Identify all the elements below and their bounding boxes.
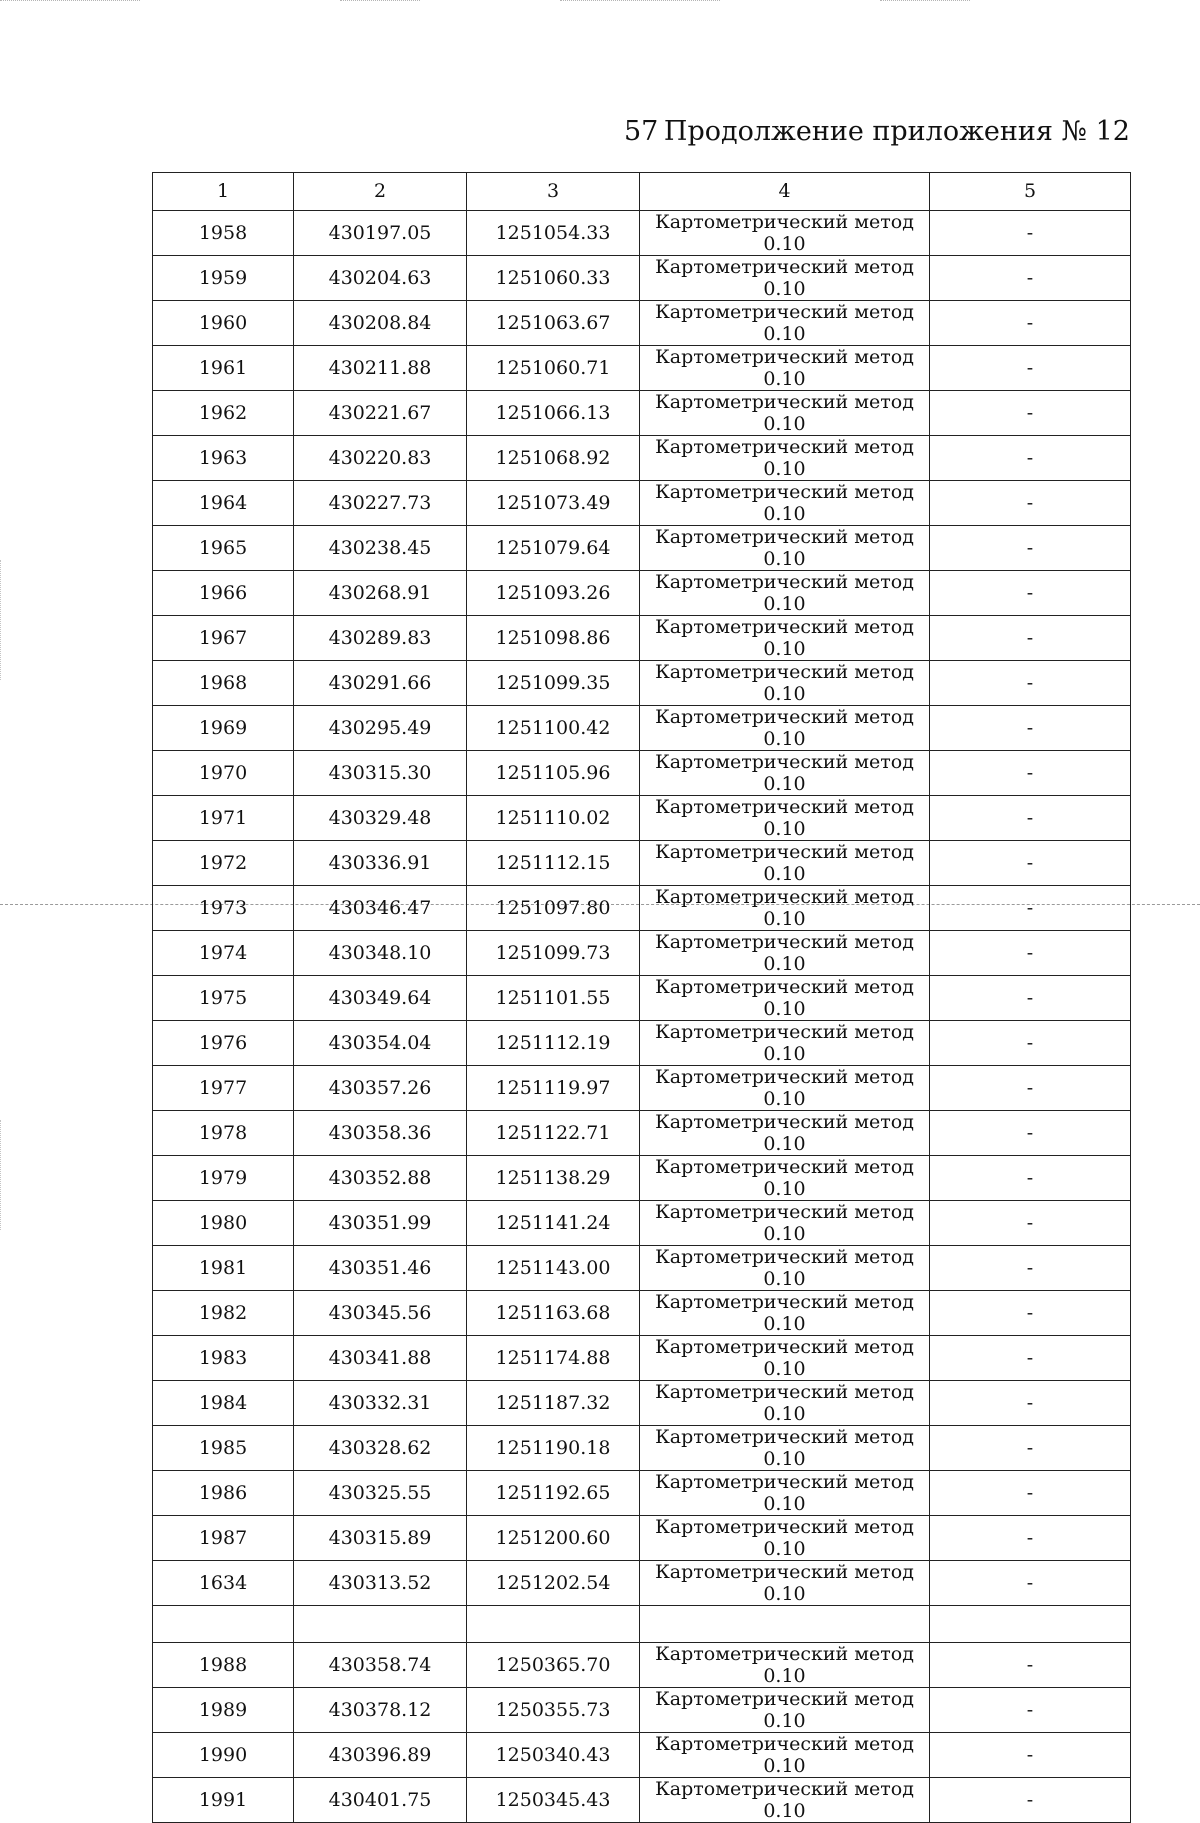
note-cell: - (930, 525, 1131, 570)
point-number-cell: 1984 (153, 1380, 294, 1425)
table-row (153, 1380, 1131, 1425)
note-cell: - (930, 1733, 1131, 1778)
y-coordinate-cell: 1251099.35 (467, 660, 640, 705)
y-coordinate-cell: 1251079.64 (467, 525, 640, 570)
y-coordinate-cell: 1251122.71 (467, 1110, 640, 1155)
note-cell: - (930, 1688, 1131, 1733)
note-cell: - (930, 840, 1131, 885)
page-number: 57 (624, 116, 659, 147)
y-coordinate-cell: 1251174.88 (467, 1335, 640, 1380)
table-row (153, 1643, 1131, 1688)
point-number-cell: 1990 (153, 1733, 294, 1778)
y-coordinate-cell: 1251187.32 (467, 1380, 640, 1425)
note-cell: - (930, 480, 1131, 525)
y-coordinate-cell: 1251141.24 (467, 1200, 640, 1245)
method-cell: Картометрический метод 0.10 (640, 705, 930, 750)
table-row (153, 750, 1131, 795)
point-number-cell: 1980 (153, 1200, 294, 1245)
method-cell: Картометрический метод 0.10 (640, 1643, 930, 1688)
note-cell: - (930, 975, 1131, 1020)
x-coordinate-cell: 430325.55 (294, 1470, 467, 1515)
y-coordinate-cell: 1251093.26 (467, 570, 640, 615)
method-cell: Картометрический метод 0.10 (640, 1245, 930, 1290)
point-number-cell: 1983 (153, 1335, 294, 1380)
note-cell: - (930, 255, 1131, 300)
note-cell: - (930, 795, 1131, 840)
point-number-cell: 1961 (153, 345, 294, 390)
table-row (153, 615, 1131, 660)
y-coordinate-cell: 1251202.54 (467, 1560, 640, 1605)
note-cell: - (930, 660, 1131, 705)
point-number-cell: 1981 (153, 1245, 294, 1290)
note-cell: - (930, 345, 1131, 390)
method-cell: Картометрический метод 0.10 (640, 1688, 930, 1733)
method-cell: Картометрический метод 0.10 (640, 1110, 930, 1155)
method-cell: Картометрический метод 0.10 (640, 210, 930, 255)
note-cell: - (930, 1643, 1131, 1688)
note-cell: - (930, 1065, 1131, 1110)
table-row (153, 660, 1131, 705)
point-number-cell: 1970 (153, 750, 294, 795)
note-cell (930, 1605, 1131, 1643)
column-header: 3 (467, 173, 640, 211)
point-number-cell: 1973 (153, 885, 294, 930)
point-number-cell: 1969 (153, 705, 294, 750)
x-coordinate-cell: 430349.64 (294, 975, 467, 1020)
note-cell: - (930, 1515, 1131, 1560)
method-cell: Картометрический метод 0.10 (640, 255, 930, 300)
y-coordinate-cell: 1251097.80 (467, 885, 640, 930)
y-coordinate-cell: 1251112.19 (467, 1020, 640, 1065)
point-number-cell: 1959 (153, 255, 294, 300)
x-coordinate-cell: 430345.56 (294, 1290, 467, 1335)
table-row (153, 705, 1131, 750)
y-coordinate-cell: 1251060.33 (467, 255, 640, 300)
method-cell: Картометрический метод 0.10 (640, 750, 930, 795)
method-cell: Картометрический метод 0.10 (640, 615, 930, 660)
x-coordinate-cell: 430351.46 (294, 1245, 467, 1290)
method-cell (640, 1605, 930, 1643)
x-coordinate-cell: 430396.89 (294, 1733, 467, 1778)
method-cell: Картометрический метод 0.10 (640, 975, 930, 1020)
note-cell: - (930, 1778, 1131, 1823)
method-cell: Картометрический метод 0.10 (640, 435, 930, 480)
point-number-cell: 1989 (153, 1688, 294, 1733)
x-coordinate-cell: 430289.83 (294, 615, 467, 660)
y-coordinate-cell: 1251119.97 (467, 1065, 640, 1110)
method-cell: Картометрический метод 0.10 (640, 300, 930, 345)
y-coordinate-cell: 1250340.43 (467, 1733, 640, 1778)
method-cell: Картометрический метод 0.10 (640, 840, 930, 885)
point-number-cell: 1634 (153, 1560, 294, 1605)
note-cell: - (930, 1425, 1131, 1470)
note-cell: - (930, 1020, 1131, 1065)
note-cell: - (930, 750, 1131, 795)
note-cell: - (930, 1155, 1131, 1200)
y-coordinate-cell: 1251200.60 (467, 1515, 640, 1560)
y-coordinate-cell: 1251190.18 (467, 1425, 640, 1470)
column-header: 5 (930, 173, 1131, 211)
method-cell: Картометрический метод 0.10 (640, 795, 930, 840)
y-coordinate-cell: 1251100.42 (467, 705, 640, 750)
point-number-cell: 1991 (153, 1778, 294, 1823)
point-number-cell: 1972 (153, 840, 294, 885)
table-row (153, 1065, 1131, 1110)
x-coordinate-cell: 430336.91 (294, 840, 467, 885)
method-cell: Картометрический метод 0.10 (640, 1290, 930, 1335)
x-coordinate-cell: 430328.62 (294, 1425, 467, 1470)
method-cell: Картометрический метод 0.10 (640, 885, 930, 930)
table-row (153, 570, 1131, 615)
column-header: 1 (153, 173, 294, 211)
note-cell: - (930, 1110, 1131, 1155)
method-cell: Картометрический метод 0.10 (640, 480, 930, 525)
table-row (153, 1335, 1131, 1380)
point-number-cell: 1975 (153, 975, 294, 1020)
method-cell: Картометрический метод 0.10 (640, 1065, 930, 1110)
column-header: 2 (294, 173, 467, 211)
x-coordinate-cell: 430220.83 (294, 435, 467, 480)
note-cell: - (930, 1380, 1131, 1425)
note-cell: - (930, 435, 1131, 480)
y-coordinate-cell: 1251099.73 (467, 930, 640, 975)
x-coordinate-cell: 430357.26 (294, 1065, 467, 1110)
table-row (153, 1778, 1131, 1823)
note-cell: - (930, 1290, 1131, 1335)
table-body (153, 210, 1131, 1823)
y-coordinate-cell: 1251054.33 (467, 210, 640, 255)
table-row (153, 1470, 1131, 1515)
method-cell: Картометрический метод 0.10 (640, 1778, 930, 1823)
y-coordinate-cell: 1251138.29 (467, 1155, 640, 1200)
y-coordinate-cell (467, 1605, 640, 1643)
note-cell: - (930, 1335, 1131, 1380)
table-row (153, 1290, 1131, 1335)
method-cell: Картометрический метод 0.10 (640, 570, 930, 615)
table-row (153, 525, 1131, 570)
table-row (153, 255, 1131, 300)
point-number-cell: 1988 (153, 1643, 294, 1688)
y-coordinate-cell: 1251060.71 (467, 345, 640, 390)
point-number-cell: 1982 (153, 1290, 294, 1335)
table-row (153, 1605, 1131, 1643)
method-cell: Картометрический метод 0.10 (640, 930, 930, 975)
coordinates-table (152, 172, 1131, 1823)
x-coordinate-cell: 430352.88 (294, 1155, 467, 1200)
x-coordinate-cell: 430341.88 (294, 1335, 467, 1380)
point-number-cell: 1967 (153, 615, 294, 660)
method-cell: Картометрический метод 0.10 (640, 525, 930, 570)
point-number-cell: 1965 (153, 525, 294, 570)
note-cell: - (930, 885, 1131, 930)
y-coordinate-cell: 1251101.55 (467, 975, 640, 1020)
x-coordinate-cell: 430315.89 (294, 1515, 467, 1560)
method-cell: Картометрический метод 0.10 (640, 345, 930, 390)
x-coordinate-cell: 430313.52 (294, 1560, 467, 1605)
x-coordinate-cell: 430378.12 (294, 1688, 467, 1733)
table-row (153, 210, 1131, 255)
table-row (153, 1020, 1131, 1065)
x-coordinate-cell: 430211.88 (294, 345, 467, 390)
method-cell: Картометрический метод 0.10 (640, 660, 930, 705)
y-coordinate-cell: 1250365.70 (467, 1643, 640, 1688)
note-cell: - (930, 1200, 1131, 1245)
point-number-cell: 1979 (153, 1155, 294, 1200)
table-row (153, 1200, 1131, 1245)
point-number-cell: 1976 (153, 1020, 294, 1065)
point-number-cell: 1974 (153, 930, 294, 975)
x-coordinate-cell: 430354.04 (294, 1020, 467, 1065)
table-row (153, 1425, 1131, 1470)
y-coordinate-cell: 1251143.00 (467, 1245, 640, 1290)
point-number-cell: 1958 (153, 210, 294, 255)
point-number-cell: 1986 (153, 1470, 294, 1515)
note-cell: - (930, 705, 1131, 750)
y-coordinate-cell: 1251068.92 (467, 435, 640, 480)
note-cell: - (930, 930, 1131, 975)
note-cell: - (930, 570, 1131, 615)
method-cell: Картометрический метод 0.10 (640, 1470, 930, 1515)
x-coordinate-cell: 430227.73 (294, 480, 467, 525)
point-number-cell: 1962 (153, 390, 294, 435)
point-number-cell: 1971 (153, 795, 294, 840)
table-header-row (153, 173, 1131, 211)
table-row (153, 300, 1131, 345)
method-cell: Картометрический метод 0.10 (640, 390, 930, 435)
x-coordinate-cell: 430268.91 (294, 570, 467, 615)
x-coordinate-cell: 430221.67 (294, 390, 467, 435)
point-number-cell: 1985 (153, 1425, 294, 1470)
y-coordinate-cell: 1251066.13 (467, 390, 640, 435)
x-coordinate-cell: 430315.30 (294, 750, 467, 795)
point-number-cell: 1963 (153, 435, 294, 480)
table-row (153, 1245, 1131, 1290)
x-coordinate-cell: 430358.74 (294, 1643, 467, 1688)
table-row (153, 390, 1131, 435)
point-number-cell: 1960 (153, 300, 294, 345)
method-cell: Картометрический метод 0.10 (640, 1380, 930, 1425)
note-cell: - (930, 1560, 1131, 1605)
table-row (153, 480, 1131, 525)
table-row (153, 975, 1131, 1020)
y-coordinate-cell: 1251192.65 (467, 1470, 640, 1515)
table-row (153, 840, 1131, 885)
table-row (153, 345, 1131, 390)
note-cell: - (930, 1470, 1131, 1515)
x-coordinate-cell: 430346.47 (294, 885, 467, 930)
y-coordinate-cell: 1250345.43 (467, 1778, 640, 1823)
table-row (153, 1110, 1131, 1155)
x-coordinate-cell: 430295.49 (294, 705, 467, 750)
point-number-cell (153, 1605, 294, 1643)
method-cell: Картометрический метод 0.10 (640, 1560, 930, 1605)
note-cell: - (930, 390, 1131, 435)
table-row (153, 795, 1131, 840)
method-cell: Картометрический метод 0.10 (640, 1155, 930, 1200)
table-row (153, 1560, 1131, 1605)
y-coordinate-cell: 1251098.86 (467, 615, 640, 660)
y-coordinate-cell: 1251063.67 (467, 300, 640, 345)
x-coordinate-cell: 430351.99 (294, 1200, 467, 1245)
x-coordinate-cell: 430208.84 (294, 300, 467, 345)
y-coordinate-cell: 1251110.02 (467, 795, 640, 840)
y-coordinate-cell: 1251112.15 (467, 840, 640, 885)
point-number-cell: 1966 (153, 570, 294, 615)
table-row (153, 1688, 1131, 1733)
x-coordinate-cell: 430332.31 (294, 1380, 467, 1425)
point-number-cell: 1978 (153, 1110, 294, 1155)
x-coordinate-cell: 430401.75 (294, 1778, 467, 1823)
point-number-cell: 1964 (153, 480, 294, 525)
table-row (153, 1515, 1131, 1560)
method-cell: Картометрический метод 0.10 (640, 1200, 930, 1245)
x-coordinate-cell: 430204.63 (294, 255, 467, 300)
point-number-cell: 1987 (153, 1515, 294, 1560)
note-cell: - (930, 300, 1131, 345)
x-coordinate-cell: 430197.05 (294, 210, 467, 255)
y-coordinate-cell: 1250355.73 (467, 1688, 640, 1733)
table-row (153, 435, 1131, 480)
method-cell: Картометрический метод 0.10 (640, 1425, 930, 1470)
y-coordinate-cell: 1251105.96 (467, 750, 640, 795)
page-header (0, 112, 1200, 152)
x-coordinate-cell: 430329.48 (294, 795, 467, 840)
y-coordinate-cell: 1251073.49 (467, 480, 640, 525)
appendix-continuation-title: Продолжение приложения № 12 (663, 116, 1130, 147)
note-cell: - (930, 210, 1131, 255)
method-cell: Картометрический метод 0.10 (640, 1733, 930, 1778)
note-cell: - (930, 615, 1131, 660)
x-coordinate-cell: 430291.66 (294, 660, 467, 705)
x-coordinate-cell: 430238.45 (294, 525, 467, 570)
method-cell: Картометрический метод 0.10 (640, 1335, 930, 1380)
method-cell: Картометрический метод 0.10 (640, 1515, 930, 1560)
y-coordinate-cell: 1251163.68 (467, 1290, 640, 1335)
x-coordinate-cell (294, 1605, 467, 1643)
table-row (153, 930, 1131, 975)
column-header: 4 (640, 173, 930, 211)
note-cell: - (930, 1245, 1131, 1290)
table-row (153, 1155, 1131, 1200)
method-cell: Картометрический метод 0.10 (640, 1020, 930, 1065)
table-row (153, 1733, 1131, 1778)
x-coordinate-cell: 430358.36 (294, 1110, 467, 1155)
point-number-cell: 1968 (153, 660, 294, 705)
table-row (153, 885, 1131, 930)
x-coordinate-cell: 430348.10 (294, 930, 467, 975)
point-number-cell: 1977 (153, 1065, 294, 1110)
